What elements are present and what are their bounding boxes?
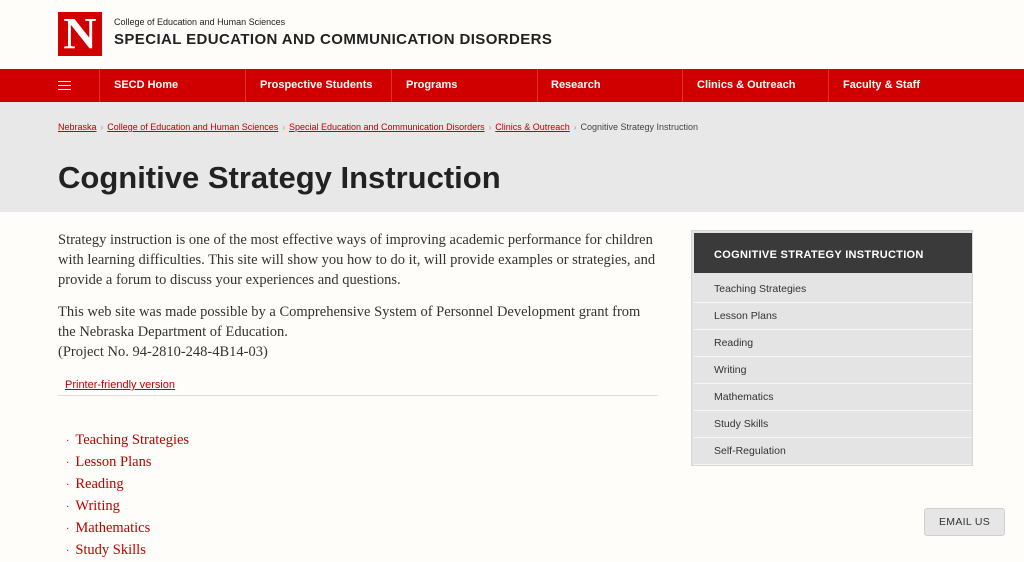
nav-divider [99, 69, 100, 102]
nav-divider [682, 69, 683, 102]
breadcrumb-separator: › [573, 123, 577, 132]
main-nav [0, 69, 1024, 102]
college-name[interactable]: College of Education and Human Sciences [114, 17, 286, 27]
link-reading[interactable]: Reading [75, 476, 124, 492]
site-header [0, 0, 1024, 69]
main-content [58, 230, 658, 374]
nav-secd-home[interactable]: SECD Home [114, 79, 179, 91]
funding-paragraph [58, 302, 658, 362]
sidebar-item-reading[interactable]: Reading [694, 330, 972, 357]
nav-research[interactable]: Research [551, 79, 601, 91]
page-title: Cognitive Strategy Instruction [58, 160, 501, 195]
breadcrumb-current: Cognitive Strategy Instruction [580, 122, 699, 132]
bullet: · [66, 458, 70, 469]
bullet: · [66, 546, 70, 557]
breadcrumb-clinics[interactable]: Clinics & Outreach [495, 122, 570, 132]
content-link-list [66, 430, 189, 562]
list-item [66, 430, 189, 452]
link-writing[interactable]: Writing [75, 498, 120, 514]
sidebar-nav [691, 230, 973, 466]
nav-divider [245, 69, 246, 102]
breadcrumb-department[interactable]: Special Education and Communication Disorders [288, 122, 485, 132]
logo-letter: N [63, 9, 97, 58]
nav-divider [828, 69, 829, 102]
list-item [66, 496, 189, 518]
nav-divider [391, 69, 392, 102]
project-number: (Project No. 94-2810-248-4B14-03) [58, 344, 268, 360]
list-item [66, 452, 189, 474]
breadcrumb-separator: › [100, 123, 104, 132]
link-study-skills[interactable]: Study Skills [75, 542, 146, 558]
nebraska-logo[interactable] [58, 9, 102, 58]
printer-friendly-link[interactable]: Printer-friendly version [65, 379, 176, 391]
nav-clinics-outreach[interactable]: Clinics & Outreach [697, 79, 796, 91]
funding-text: This web site was made possible by a Comprehensive System of Personnel Development grant from the Nebraska Department of Education. [58, 304, 641, 340]
breadcrumb [58, 122, 698, 132]
nav-divider [537, 69, 538, 102]
list-item [66, 474, 189, 496]
breadcrumb-college[interactable]: College of Education and Human Sciences [107, 122, 279, 132]
sidebar-list [694, 276, 972, 465]
menu-icon[interactable] [58, 81, 71, 90]
nav-prospective-students[interactable]: Prospective Students [260, 79, 373, 91]
bullet: · [66, 524, 70, 535]
breadcrumb-separator: › [282, 123, 285, 132]
breadcrumb-separator: › [488, 123, 492, 132]
title-band [0, 102, 1024, 212]
bullet: · [66, 502, 70, 513]
sidebar-item-lesson-plans[interactable]: Lesson Plans [694, 303, 972, 330]
link-teaching-strategies[interactable]: Teaching Strategies [75, 432, 190, 448]
sidebar-item-mathematics[interactable]: Mathematics [694, 384, 972, 411]
link-mathematics[interactable]: Mathematics [75, 520, 151, 536]
list-item [66, 518, 189, 540]
nav-faculty-staff[interactable]: Faculty & Staff [843, 79, 921, 91]
bullet: · [66, 436, 70, 447]
email-us-button[interactable]: EMAIL US [924, 508, 1005, 536]
bullet: · [66, 480, 70, 491]
breadcrumb-nebraska[interactable]: Nebraska [58, 122, 97, 132]
content-divider [58, 395, 658, 396]
link-lesson-plans[interactable]: Lesson Plans [75, 454, 152, 470]
nav-programs[interactable]: Programs [406, 79, 458, 91]
sidebar-item-teaching-strategies[interactable]: Teaching Strategies [694, 276, 972, 303]
intro-paragraph: Strategy instruction is one of the most effective ways of improving academic performance for children with learning difficulties. This site will show you how to do it, will provide examples or strategies, and provide a forum to discuss your experiences and questions. [58, 232, 656, 288]
sidebar-item-self-regulation[interactable]: Self-Regulation [694, 438, 972, 465]
department-name[interactable]: SPECIAL EDUCATION AND COMMUNICATION DISORDERS [114, 31, 553, 48]
list-item [66, 540, 189, 562]
sidebar-heading[interactable]: COGNITIVE STRATEGY INSTRUCTION [694, 233, 972, 273]
sidebar-item-writing[interactable]: Writing [694, 357, 972, 384]
sidebar-item-study-skills[interactable]: Study Skills [694, 411, 972, 438]
